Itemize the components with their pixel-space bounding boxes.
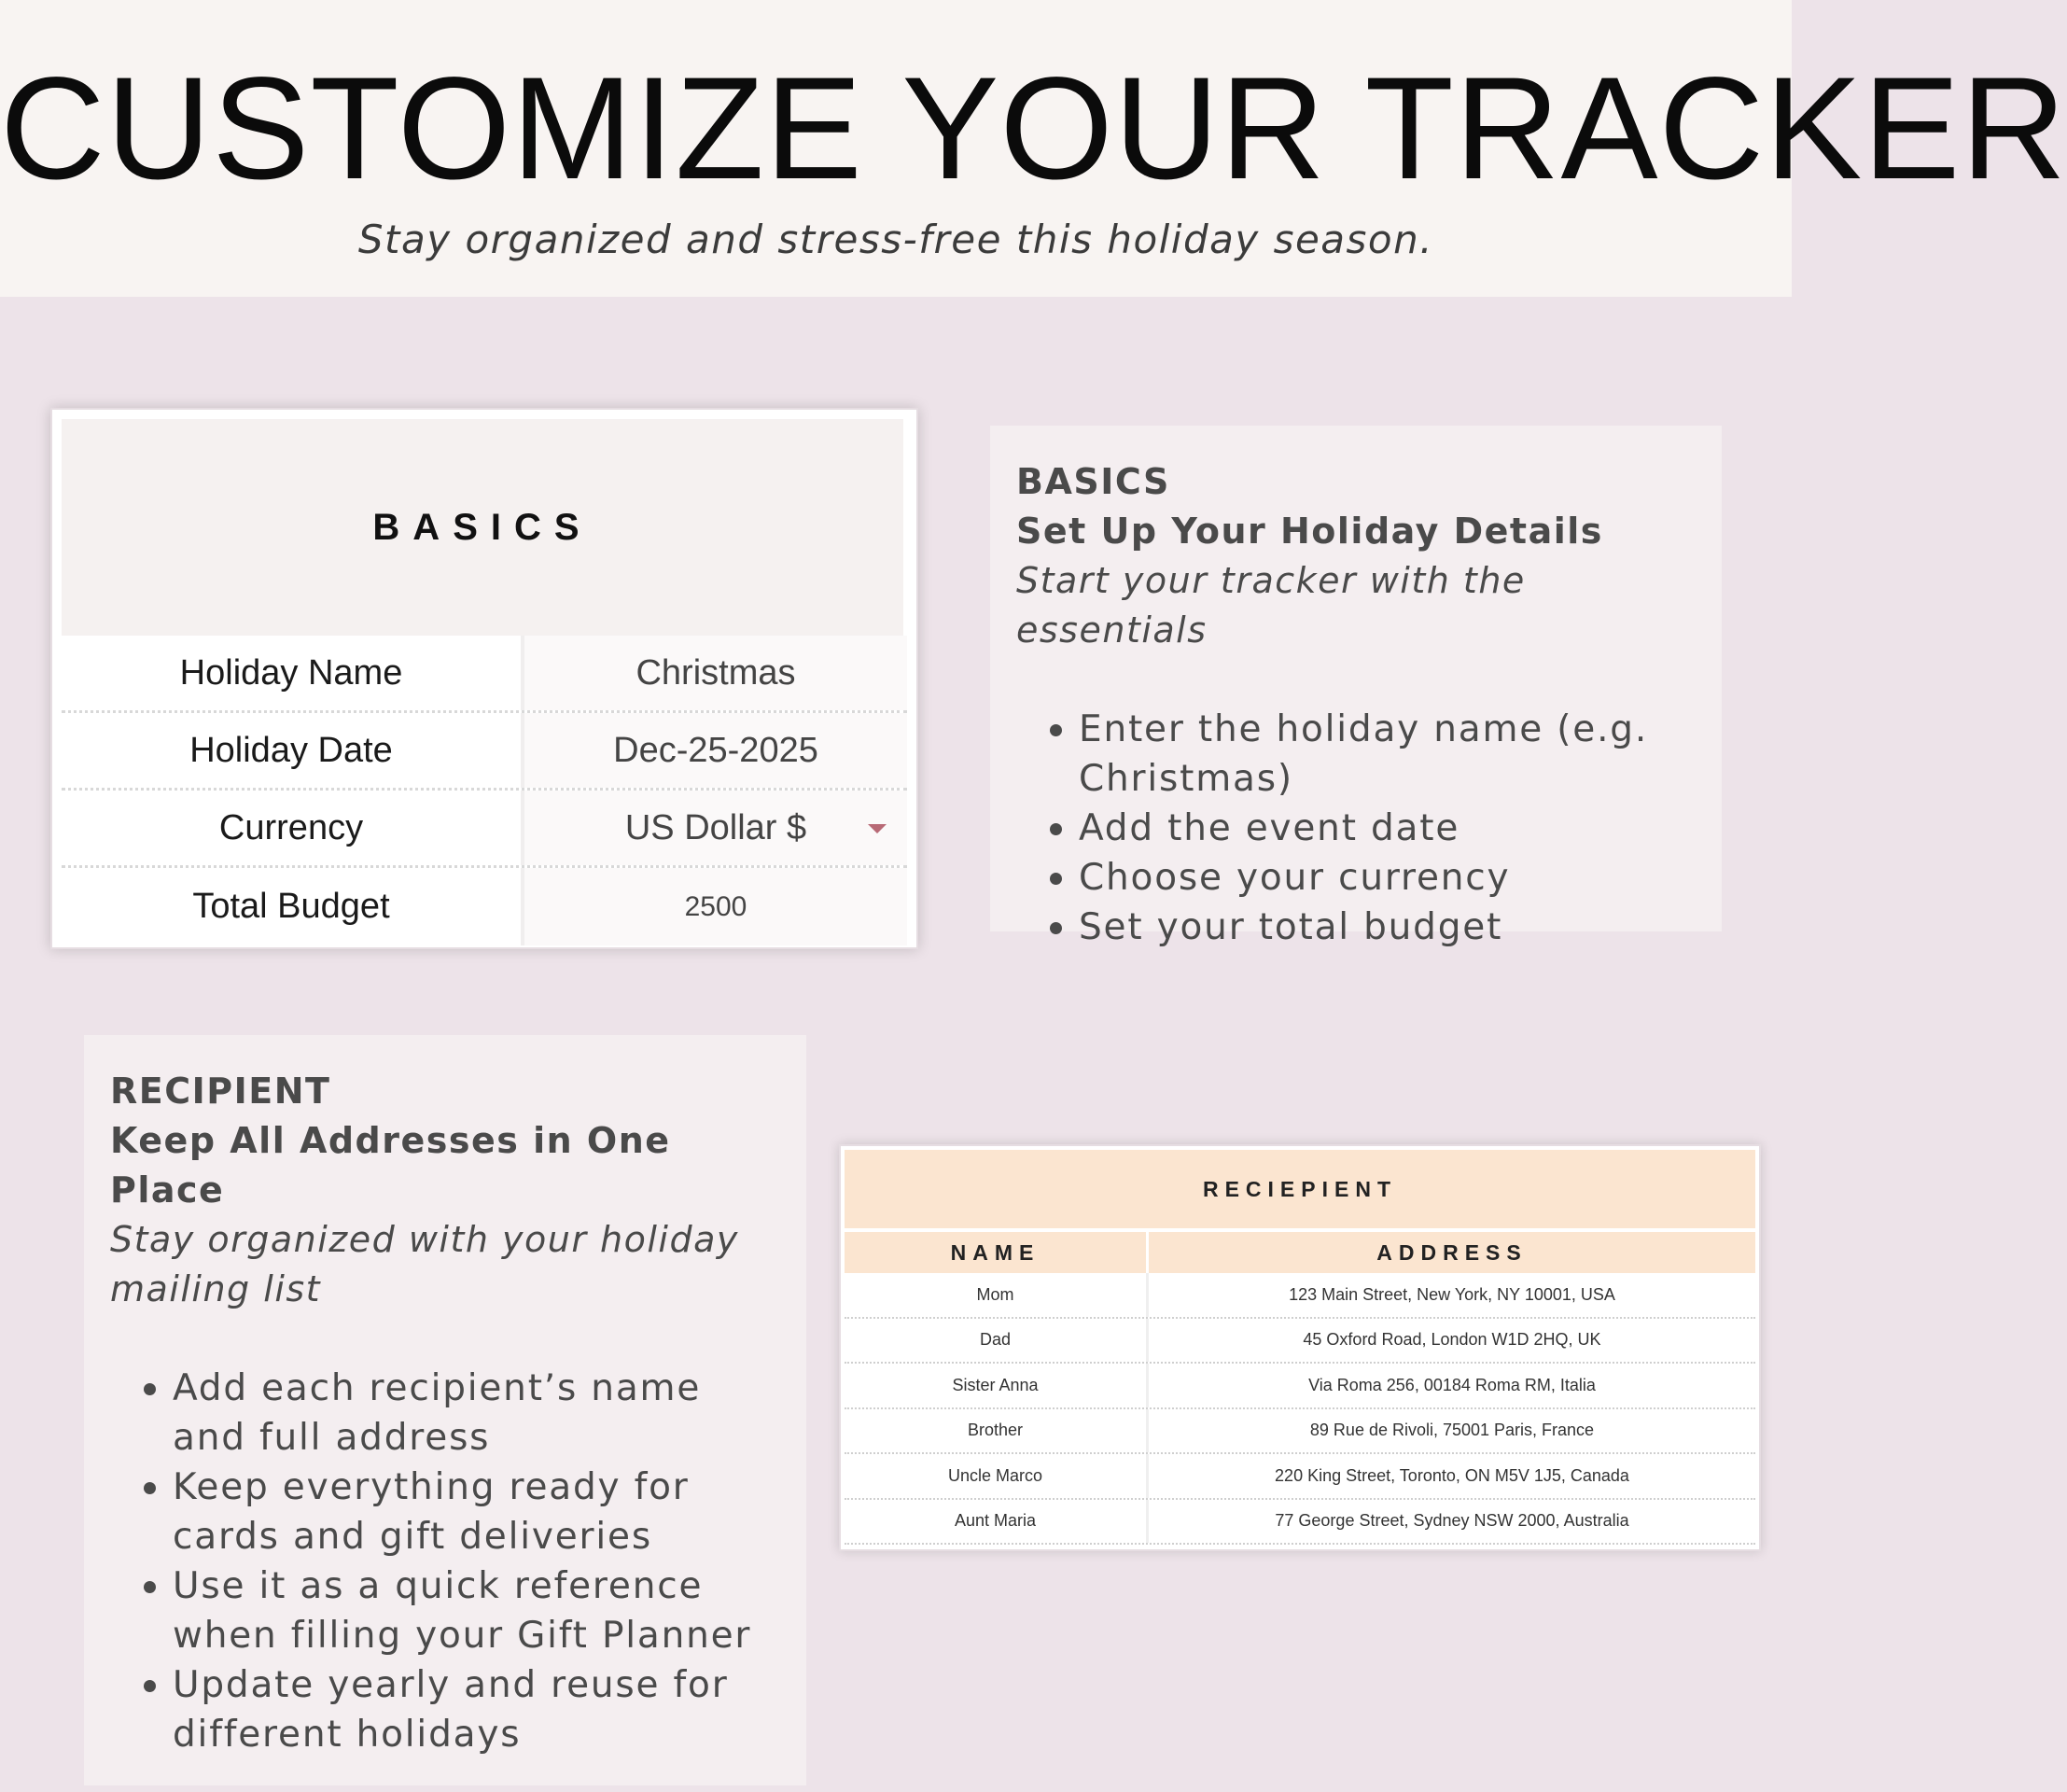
bullet-icon (1050, 873, 1062, 885)
recipient-panel-subheading: Stay organized with your holiday mailing list (110, 1219, 739, 1309)
currency-label: Currency (62, 791, 524, 865)
recipient-name-cell[interactable]: Uncle Marco (845, 1454, 1149, 1498)
basics-info-panel (990, 426, 1722, 948)
recipient-name-cell[interactable]: Brother (845, 1409, 1149, 1453)
recipient-name-cell[interactable]: Dad (845, 1319, 1149, 1363)
recipient-name-cell[interactable]: Sister Anna (845, 1364, 1149, 1407)
list-item: Update yearly and reuse for different holidays (110, 1660, 780, 1759)
holiday-name-cell[interactable]: Christmas (524, 636, 907, 710)
recipient-sheet-title: RECIEPIENT (1202, 1176, 1398, 1201)
recipient-name-cell[interactable]: Mom (845, 1273, 1149, 1317)
recipient-panel-tag: RECIPIENT (110, 1071, 331, 1112)
recipient-sheet-header (845, 1150, 1755, 1232)
total-budget-label: Total Budget (62, 868, 524, 945)
basics-sheet-title: BASICS (372, 506, 593, 548)
holiday-date-cell[interactable]: Dec-25-2025 (524, 713, 907, 788)
recipient-address-cell[interactable]: Via Roma 256, 00184 Roma RM, Italia (1308, 1375, 1596, 1394)
holiday-date-label: Holiday Date (62, 713, 524, 788)
recipient-sheet (839, 1144, 1761, 1551)
table-row (845, 1319, 1755, 1365)
recipient-name-cell[interactable]: Aunt Maria (845, 1500, 1149, 1544)
table-row (845, 1364, 1755, 1409)
address-column-header: ADDRESS (1376, 1239, 1528, 1265)
list-item: Keep everything ready for cards and gift deliveries (110, 1463, 780, 1561)
basics-row-holiday-date (62, 713, 907, 791)
bullet-icon (144, 1383, 156, 1395)
caret-down-icon[interactable] (868, 824, 887, 833)
basics-sheet (50, 408, 918, 949)
recipient-info-panel (84, 1035, 806, 1785)
table-row (845, 1500, 1755, 1546)
recipient-column-headers (845, 1232, 1755, 1273)
basics-bullet-list (1016, 705, 1696, 952)
currency-dropdown[interactable] (524, 791, 907, 865)
basics-panel-subheading: Start your tracker with the essentials (1016, 560, 1526, 651)
page-subtitle: Stay organized and stress-free this holiday season. (357, 217, 1434, 262)
bullet-icon (1050, 724, 1062, 736)
recipient-address-cell[interactable]: 77 George Street, Sydney NSW 2000, Australia (1275, 1511, 1629, 1531)
page-title: CUSTOMIZE YOUR TRACKER (0, 48, 2067, 210)
basics-panel-tag: BASICS (1016, 461, 1170, 502)
basics-panel-heading: Set Up Your Holiday Details (1016, 511, 1603, 552)
bullet-icon (1050, 922, 1062, 934)
total-budget-cell[interactable]: 2500 (524, 868, 907, 945)
recipient-address-cell[interactable]: 45 Oxford Road, London W1D 2HQ, UK (1303, 1330, 1601, 1350)
basics-row-holiday-name (62, 636, 907, 713)
table-row (845, 1409, 1755, 1455)
header-banner (0, 0, 2067, 297)
recipient-address-cell[interactable]: 220 King Street, Toronto, ON M5V 1J5, Canada (1275, 1465, 1629, 1485)
list-item: Add each recipient’s name and full address (110, 1364, 780, 1463)
basics-row-currency (62, 791, 907, 868)
bullet-icon (144, 1680, 156, 1692)
holiday-name-label: Holiday Name (62, 636, 524, 710)
table-row (845, 1454, 1755, 1500)
recipient-bullet-list (110, 1364, 780, 1759)
recipient-panel-heading: Keep All Addresses in One Place (110, 1120, 671, 1211)
table-row (845, 1273, 1755, 1319)
list-item: Use it as a quick reference when filling your Gift Planner (110, 1561, 780, 1660)
bullet-icon (1050, 823, 1062, 835)
list-item: Choose your currency (1016, 853, 1696, 903)
basics-row-total-budget (62, 868, 907, 945)
list-item: Enter the holiday name (e.g. Christmas) (1016, 705, 1696, 804)
basics-sheet-header (62, 419, 907, 636)
bullet-icon (144, 1482, 156, 1494)
list-item: Add the event date (1016, 804, 1696, 853)
name-column-header: NAME (845, 1232, 1149, 1273)
recipient-address-cell[interactable]: 123 Main Street, New York, NY 10001, USA (1289, 1284, 1615, 1304)
currency-value: US Dollar $ (624, 807, 807, 847)
recipient-address-cell[interactable]: 89 Rue de Rivoli, 75001 Paris, France (1309, 1421, 1595, 1440)
bullet-icon (144, 1581, 156, 1593)
list-item: Set your total budget (1016, 903, 1696, 952)
